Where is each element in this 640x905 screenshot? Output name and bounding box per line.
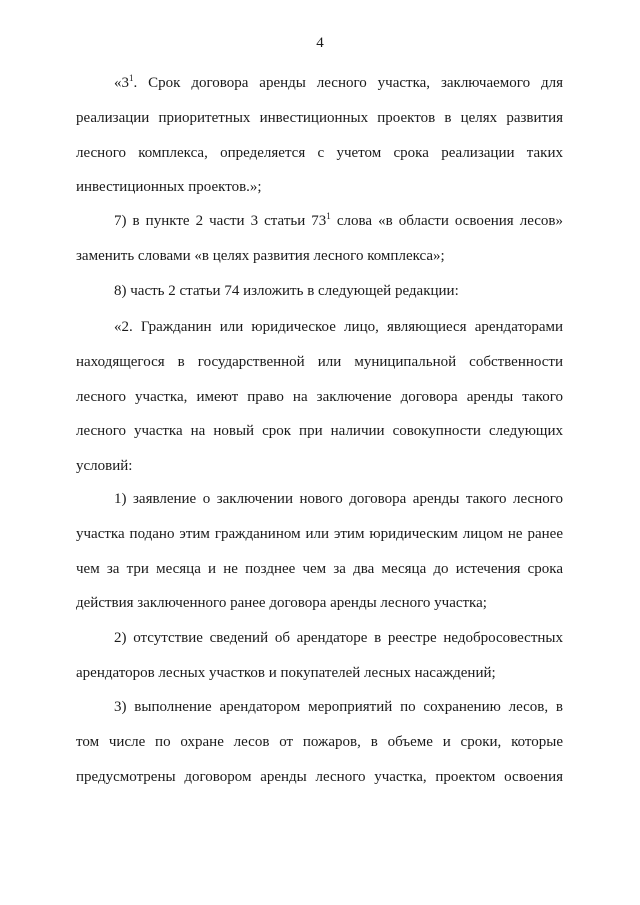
paragraph-line: заменить словами «в целях развития лесного комплекса»; (76, 247, 445, 264)
paragraph-line: лесного участка, имеют право на заключение договора аренды такого (76, 388, 563, 405)
paragraph-line: условий: (76, 458, 133, 475)
text-fragment: . Срок договора аренды лесного участка, заключаемого для (133, 75, 563, 91)
paragraph-line (76, 204, 563, 239)
paragraph-line: 2) отсутствие сведений об арендаторе в реестре недобросовестных (114, 630, 563, 646)
paragraph-line (76, 66, 563, 101)
paragraph-line: инвестиционных проектов.»; (76, 179, 262, 196)
paragraph-line: арендаторов лесных участков и покупателей лесных насаждений; (76, 664, 496, 681)
paragraph-line: 3) выполнение арендатором мероприятий по сохранению лесов, в (114, 699, 563, 715)
paragraph-article-74-part-2 (76, 310, 563, 484)
paragraph-item-7 (76, 204, 563, 274)
superscript: 1 (326, 211, 331, 221)
paragraph-condition-3 (76, 690, 563, 794)
text-fragment: «3 (114, 75, 129, 91)
page-number: 4 (316, 35, 324, 51)
paragraph-line: чем за три месяца и не позднее чем за два месяца до истечения срока (76, 560, 563, 577)
paragraph-line: том числе по охране лесов от пожаров, в объеме и сроки, которые (76, 733, 563, 750)
paragraph-line: лесного комплекса, определяется с учетом срока реализации таких (76, 144, 563, 161)
superscript: 1 (129, 73, 134, 83)
paragraph-item-8 (76, 274, 563, 309)
paragraph-line: 1) заявление о заключении нового договора аренды такого лесного (114, 491, 563, 507)
paragraph-line: предусмотрены договором аренды лесного участка, проектом освоения (76, 768, 563, 785)
text-fragment: слова «в области освоения лесов» (330, 213, 563, 229)
paragraph-line: реализации приоритетных инвестиционных проектов в целях развития (76, 109, 563, 126)
paragraph-line: «2. Гражданин или юридическое лицо, являющиеся арендаторами (114, 319, 563, 335)
paragraph-condition-1 (76, 482, 563, 621)
paragraph-term-of-lease (76, 66, 563, 205)
paragraph-condition-2 (76, 621, 563, 691)
text-fragment: 7) в пункте 2 части 3 статьи 73 (114, 213, 327, 229)
paragraph-line: действия заключенного ранее договора аренды лесного участка; (76, 595, 487, 612)
paragraph-line: лесного участка на новый срок при наличии совокупности следующих (76, 423, 563, 440)
paragraph-line: 8) часть 2 статьи 74 изложить в следующей редакции: (114, 283, 459, 299)
paragraph-line: участка подано этим гражданином или этим юридическим лицом не ранее (76, 525, 563, 542)
paragraph-line: находящегося в государственной или муниципальной собственности (76, 353, 563, 370)
